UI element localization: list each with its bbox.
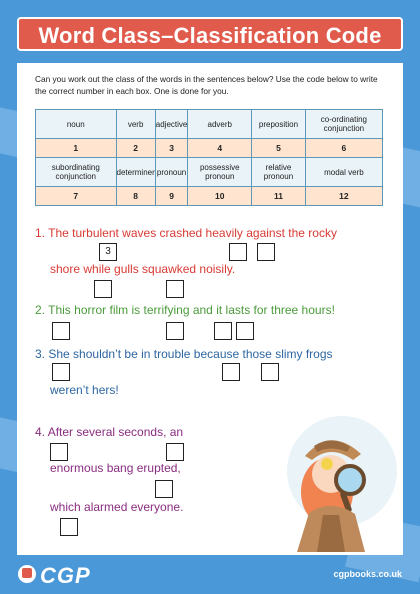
word-class-row [36,110,383,139]
question-number: 1. [35,226,46,240]
answer-box[interactable] [166,443,184,461]
answer-box[interactable] [52,322,70,340]
answer-box[interactable] [236,322,254,340]
question-2-line-1 [35,303,335,317]
answer-box[interactable] [166,322,184,340]
word-class-cell: adjective [155,110,188,139]
answer-box[interactable] [166,280,184,298]
question-4-line-2: enormous bang erupted, [50,461,181,475]
question-number: 2. [35,303,46,317]
answer-box[interactable] [155,480,173,498]
word-class-cell: co-ordinating conjunction [305,110,382,139]
answer-box[interactable] [222,363,240,381]
word-class-cell: preposition [252,110,306,139]
question-text: This horror film is terrifying and it lasts for three hours! [48,303,335,317]
question-number: 3. [35,347,46,361]
answer-box[interactable] [214,322,232,340]
word-class-cell: subordinating conjunction [36,158,117,187]
word-class-cell: relative pronoun [252,158,306,187]
word-class-cell: pronoun [155,158,188,187]
question-4-line-3: which alarmed everyone. [50,500,184,514]
logo-text: CGP [40,563,91,588]
code-number-row [36,139,383,158]
word-class-cell: determiner [116,158,155,187]
word-class-cell: possessive pronoun [188,158,252,187]
answer-box[interactable] [60,518,78,536]
detective-illustration [287,416,397,554]
question-1-line-2: shore while gulls squawked noisily. [50,262,236,276]
answer-box[interactable] [257,243,275,261]
word-class-cell: modal verb [305,158,382,187]
crest-icon [18,565,36,583]
code-number-cell: 4 [188,139,252,158]
question-number: 4. [35,425,46,439]
answer-box[interactable] [52,363,70,381]
example-answer: 3 [105,246,111,257]
intro-text: Can you work out the class of the words in the sentences below? Use the code below to write the correct number in each box. One is done for you. [35,74,378,96]
question-text: She shouldn’t be in trouble because those slimy frogs [48,347,333,361]
word-class-cell: adverb [188,110,252,139]
code-number-cell: 6 [305,139,382,158]
answer-box[interactable] [50,443,68,461]
code-number-cell: 8 [116,187,155,206]
word-class-cell: verb [116,110,155,139]
title-banner [17,17,403,51]
code-number-cell: 11 [252,187,306,206]
answer-box[interactable] [229,243,247,261]
code-number-cell: 1 [36,139,117,158]
question-text: The turbulent waves crashed heavily against the rocky [48,226,337,240]
word-class-row [36,158,383,187]
question-1-line-1 [35,226,337,240]
word-class-cell: noun [36,110,117,139]
question-4-line-1 [35,425,183,439]
page-title: Word Class–Classification Code [38,23,382,48]
question-text: After several seconds, an [47,425,184,439]
code-number-cell: 3 [155,139,188,158]
code-number-cell: 5 [252,139,306,158]
cgp-logo [18,563,90,589]
question-3-line-2: weren’t hers! [50,383,119,397]
code-number-cell: 7 [36,187,117,206]
code-number-row [36,187,383,206]
answer-box[interactable] [99,243,117,261]
worksheet [17,63,403,555]
website-url[interactable]: cgpbooks.co.uk [333,569,402,579]
footer [0,555,420,594]
answer-box[interactable] [261,363,279,381]
answer-box[interactable] [94,280,112,298]
classification-code-table [35,109,383,206]
code-number-cell: 9 [155,187,188,206]
code-number-cell: 12 [305,187,382,206]
code-number-cell: 10 [188,187,252,206]
question-3-line-1 [35,347,333,361]
code-number-cell: 2 [116,139,155,158]
